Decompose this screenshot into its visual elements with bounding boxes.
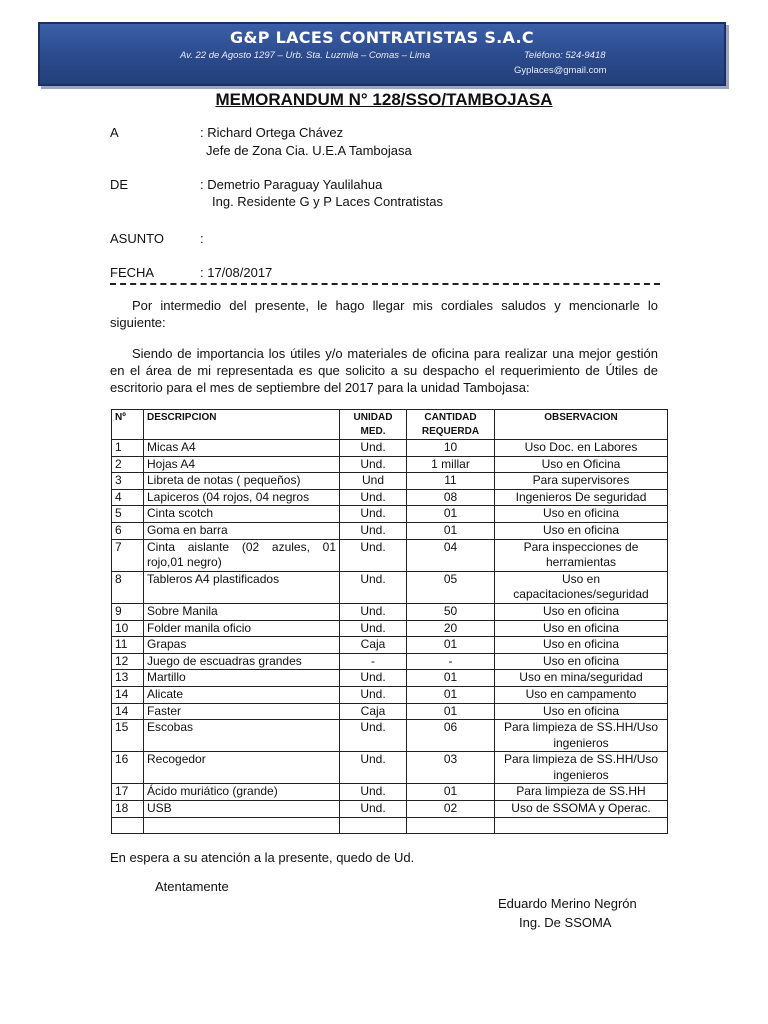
row-quantity: 05 bbox=[407, 571, 495, 603]
row-quantity: 01 bbox=[407, 522, 495, 539]
row-unit: Und. bbox=[340, 752, 407, 784]
row-observation: Para inspecciones de herramientas bbox=[495, 539, 668, 571]
header-quantity: CANTIDAD REQUERDA bbox=[407, 410, 495, 440]
row-description: Tableros A4 plastificados bbox=[144, 571, 340, 603]
row-observation: Uso en mina/seguridad bbox=[495, 670, 668, 687]
row-quantity: 01 bbox=[407, 784, 495, 801]
row-description: Folder manila oficio bbox=[144, 620, 340, 637]
row-description: Juego de escuadras grandes bbox=[144, 653, 340, 670]
row-unit: Und. bbox=[340, 522, 407, 539]
row-description: Sobre Manila bbox=[144, 603, 340, 620]
row-description: Micas A4 bbox=[144, 440, 340, 457]
row-description: Ácido muriático (grande) bbox=[144, 784, 340, 801]
row-number: 4 bbox=[112, 489, 144, 506]
row-quantity: 01 bbox=[407, 686, 495, 703]
row-quantity bbox=[407, 817, 495, 833]
row-description: Faster bbox=[144, 703, 340, 720]
row-observation: Uso en oficina bbox=[495, 603, 668, 620]
row-quantity: - bbox=[407, 653, 495, 670]
letterhead-banner bbox=[38, 22, 726, 86]
row-quantity: 01 bbox=[407, 703, 495, 720]
table-row bbox=[112, 784, 668, 801]
row-number: 18 bbox=[112, 801, 144, 818]
row-unit: Und. bbox=[340, 489, 407, 506]
row-unit: Und. bbox=[340, 620, 407, 637]
table-row bbox=[112, 817, 668, 833]
row-quantity: 10 bbox=[407, 440, 495, 457]
row-description: Cinta aislante (02 azules, 01 rojo,01 negro) bbox=[144, 539, 340, 571]
row-observation: Uso en capacitaciones/seguridad bbox=[495, 571, 668, 603]
from-role: Ing. Residente G y P Laces Contratistas bbox=[212, 194, 443, 209]
to-label: A bbox=[110, 125, 119, 140]
to-name: : Richard Ortega Chávez bbox=[200, 125, 344, 140]
company-email: Gyplaces@gmail.com bbox=[514, 65, 607, 76]
row-quantity: 20 bbox=[407, 620, 495, 637]
row-number: 10 bbox=[112, 620, 144, 637]
table-row bbox=[112, 703, 668, 720]
row-unit bbox=[340, 817, 407, 833]
header-unit: UNIDAD MED. bbox=[340, 410, 407, 440]
row-observation: Uso en oficina bbox=[495, 653, 668, 670]
row-observation: Uso en oficina bbox=[495, 703, 668, 720]
row-observation: Uso Doc. en Labores bbox=[495, 440, 668, 457]
row-description: Escobas bbox=[144, 720, 340, 752]
from-label: DE bbox=[110, 177, 129, 192]
row-number: 9 bbox=[112, 603, 144, 620]
table-row bbox=[112, 489, 668, 506]
row-unit: Und. bbox=[340, 506, 407, 523]
row-unit: Und. bbox=[340, 801, 407, 818]
signer-role: Ing. De SSOMA bbox=[519, 915, 612, 930]
row-unit: Und. bbox=[340, 456, 407, 473]
row-observation: Uso en oficina bbox=[495, 637, 668, 654]
table-row bbox=[112, 571, 668, 603]
row-unit: Und bbox=[340, 473, 407, 490]
row-number: 5 bbox=[112, 506, 144, 523]
row-observation: Uso de SSOMA y Operac. bbox=[495, 801, 668, 818]
row-description: Lapiceros (04 rojos, 04 negros bbox=[144, 489, 340, 506]
items-table bbox=[111, 409, 668, 834]
row-number: 16 bbox=[112, 752, 144, 784]
row-description: Goma en barra bbox=[144, 522, 340, 539]
header-number: Nº bbox=[112, 410, 144, 440]
row-quantity: 04 bbox=[407, 539, 495, 571]
table-row bbox=[112, 670, 668, 687]
from-name: : Demetrio Paraguay Yaulilahua bbox=[200, 177, 383, 192]
row-unit: Und. bbox=[340, 784, 407, 801]
company-phone: Teléfono: 524-9418 bbox=[524, 50, 606, 61]
row-unit: Und. bbox=[340, 603, 407, 620]
row-number: 14 bbox=[112, 703, 144, 720]
subject-label: ASUNTO bbox=[110, 231, 164, 246]
row-number bbox=[112, 817, 144, 833]
row-number: 15 bbox=[112, 720, 144, 752]
row-observation: Uso en campamento bbox=[495, 686, 668, 703]
row-description: USB bbox=[144, 801, 340, 818]
row-unit: - bbox=[340, 653, 407, 670]
table-row bbox=[112, 603, 668, 620]
row-number: 11 bbox=[112, 637, 144, 654]
header-observation: OBSERVACION bbox=[495, 410, 668, 440]
row-unit: Und. bbox=[340, 670, 407, 687]
row-description bbox=[144, 817, 340, 833]
table-row bbox=[112, 720, 668, 752]
row-unit: Und. bbox=[340, 720, 407, 752]
closing-line: En espera a su atención a la presente, quedo de Ud. bbox=[110, 850, 415, 865]
row-observation: Uso en oficina bbox=[495, 522, 668, 539]
row-description: Grapas bbox=[144, 637, 340, 654]
company-address: Av. 22 de Agosto 1297 – Urb. Sta. Luzmila – Comas – Lima bbox=[180, 50, 431, 61]
row-quantity: 01 bbox=[407, 670, 495, 687]
row-number: 1 bbox=[112, 440, 144, 457]
row-unit: Caja bbox=[340, 637, 407, 654]
row-description: Martillo bbox=[144, 670, 340, 687]
date-label: FECHA bbox=[110, 265, 155, 280]
signer-name: Eduardo Merino Negrón bbox=[498, 896, 637, 911]
row-number: 17 bbox=[112, 784, 144, 801]
intro-paragraph: Por intermedio del presente, le hago llegar mis cordiales saludos y mencionarle lo siguiente: bbox=[110, 298, 658, 330]
company-name: G&P LACES CONTRATISTAS S.A.C bbox=[230, 28, 534, 47]
row-observation: Para limpieza de SS.HH/Uso ingenieros bbox=[495, 720, 668, 752]
row-observation: Uso en oficina bbox=[495, 506, 668, 523]
row-number: 12 bbox=[112, 653, 144, 670]
row-quantity: 03 bbox=[407, 752, 495, 784]
row-unit: Und. bbox=[340, 539, 407, 571]
table-row bbox=[112, 456, 668, 473]
table-row bbox=[112, 440, 668, 457]
row-quantity: 01 bbox=[407, 506, 495, 523]
row-observation: Ingenieros De seguridad bbox=[495, 489, 668, 506]
table-row bbox=[112, 620, 668, 637]
row-quantity: 50 bbox=[407, 603, 495, 620]
row-observation: Uso en Oficina bbox=[495, 456, 668, 473]
table-row bbox=[112, 522, 668, 539]
table-row bbox=[112, 801, 668, 818]
row-description: Alicate bbox=[144, 686, 340, 703]
row-description: Hojas A4 bbox=[144, 456, 340, 473]
to-role: Jefe de Zona Cia. U.E.A Tambojasa bbox=[206, 143, 412, 158]
row-observation bbox=[495, 817, 668, 833]
row-number: 3 bbox=[112, 473, 144, 490]
row-number: 8 bbox=[112, 571, 144, 603]
row-number: 13 bbox=[112, 670, 144, 687]
header-description: DESCRIPCION bbox=[144, 410, 340, 440]
table-row bbox=[112, 752, 668, 784]
table-row bbox=[112, 686, 668, 703]
row-unit: Und. bbox=[340, 571, 407, 603]
table-row bbox=[112, 473, 668, 490]
farewell: Atentamente bbox=[155, 879, 229, 894]
request-paragraph: Siendo de importancia los útiles y/o materiales de oficina para realizar una mejor gestión en el área de mi representada es que solicito a su despacho el requerimiento de Útiles de escritorio para el mes de septiembre del 2017 para la unidad Tambojasa: bbox=[110, 346, 658, 395]
table-row bbox=[112, 637, 668, 654]
row-number: 2 bbox=[112, 456, 144, 473]
row-observation: Para supervisores bbox=[495, 473, 668, 490]
table-header-row bbox=[112, 410, 668, 440]
table-row bbox=[112, 539, 668, 571]
row-quantity: 1 millar bbox=[407, 456, 495, 473]
row-unit: Caja bbox=[340, 703, 407, 720]
dashed-divider bbox=[110, 283, 660, 285]
row-description: Libreta de notas ( pequeños) bbox=[144, 473, 340, 490]
row-quantity: 06 bbox=[407, 720, 495, 752]
row-observation: Uso en oficina bbox=[495, 620, 668, 637]
row-number: 14 bbox=[112, 686, 144, 703]
row-quantity: 01 bbox=[407, 637, 495, 654]
table-row bbox=[112, 653, 668, 670]
row-quantity: 11 bbox=[407, 473, 495, 490]
row-quantity: 02 bbox=[407, 801, 495, 818]
row-unit: Und. bbox=[340, 440, 407, 457]
row-number: 7 bbox=[112, 539, 144, 571]
table-body bbox=[112, 440, 668, 834]
row-observation: Para limpieza de SS.HH/Uso ingenieros bbox=[495, 752, 668, 784]
row-description: Recogedor bbox=[144, 752, 340, 784]
memo-title: MEMORANDUM N° 128/SSO/TAMBOJASA bbox=[215, 90, 553, 109]
row-unit: Und. bbox=[340, 686, 407, 703]
subject-value: : bbox=[200, 231, 204, 246]
row-observation: Para limpieza de SS.HH bbox=[495, 784, 668, 801]
date-value: : 17/08/2017 bbox=[200, 265, 273, 280]
row-quantity: 08 bbox=[407, 489, 495, 506]
row-number: 6 bbox=[112, 522, 144, 539]
table-row bbox=[112, 506, 668, 523]
row-description: Cinta scotch bbox=[144, 506, 340, 523]
